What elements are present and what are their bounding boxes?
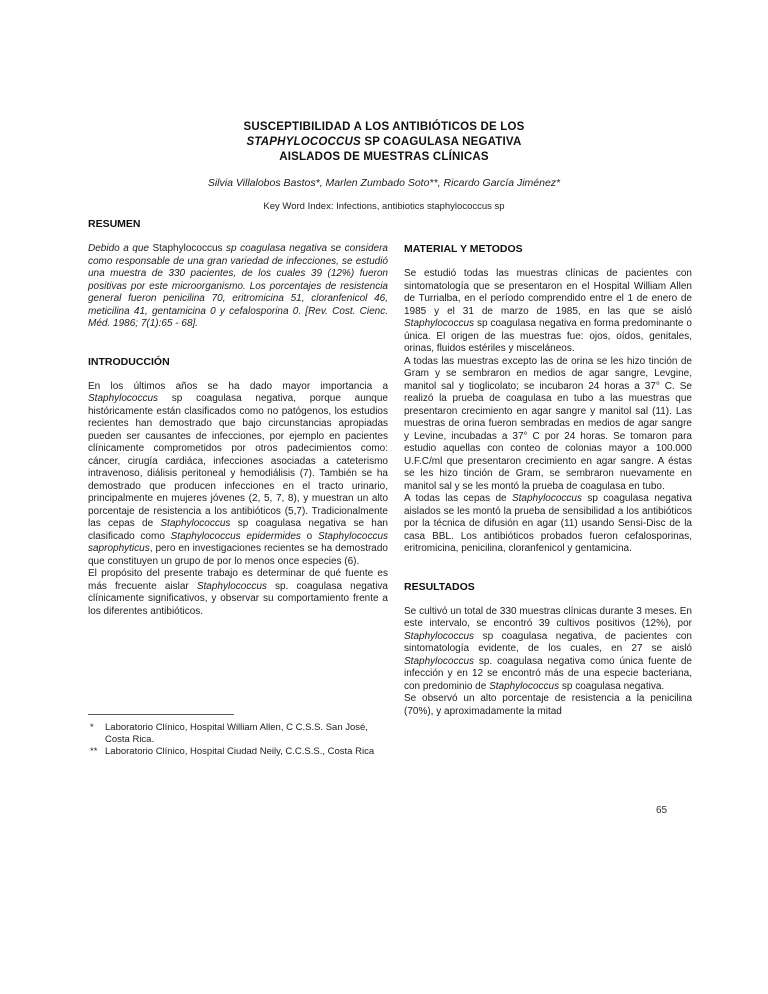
footnote-rule	[88, 714, 234, 715]
text-run: sp. coagulasa negativa clínicamente significativos, y observar su comportamiento frente a los diferentes antibióticos.	[88, 580, 388, 617]
text-run: En los últimos años se ha dado mayor importancia a	[88, 380, 388, 392]
text-run: Staphylococcus	[160, 518, 231, 529]
right-column	[404, 243, 692, 743]
section	[404, 581, 692, 719]
text-run: A todas las cepas de	[404, 493, 512, 504]
paragraph	[404, 606, 692, 694]
text-run: sp coagulasa negativa, porque aunque históricamente están clasificados como no patógenos, los estudios recientes han demostrado que bajo circunstancias apropiadas pueden ser causantes de infecciones, por ejemplo en pacientes clínicamente comprometidos por otros padecimientos como: cáncer, cirugía cardiáca, infecciones asociadas a cateterismo intravenoso, diálisis peritoneal y hemodiálisis (7). También se ha demostrado que producen infecciones en el tracto urinario, principalmente en mujeres jóvenes (2, 5, 7, 8), y muestran un alto porcentaje de resistencia a los antibióticos (5,7). Tradicionalmente las cepas de	[88, 393, 388, 529]
paragraph	[404, 493, 692, 556]
text-run: AISLADOS DE MUESTRAS CLÍNICAS	[279, 151, 489, 163]
title-line	[0, 120, 768, 135]
text-run: sp coagulasa negativa aislados se les montó la prueba de sensibilidad a los antibióticos por la técnica de difusión en agar (11) usando Sensi-Disc de la casa BBL. Los antibióticos probados fueron cefalosporinas, eritromicina, penicilina, cloranfenicol y gentamicina.	[404, 493, 692, 554]
text-run: Se observó un alto porcentaje de resistencia a la penicilina (70%), y aproximadamente la mitad	[404, 693, 692, 717]
text-run: Debido a que	[88, 243, 153, 254]
section	[404, 243, 692, 556]
text-run: El propósito del presente trabajo es determinar de qué fuente es más frecuente aislar	[88, 568, 388, 592]
text-run: Staphylococcus epidermides	[170, 530, 301, 542]
text-run: , pero en investigaciones recientes se ha demostrado que constituyen un grupo de por lo menos once especies (6).	[88, 543, 388, 567]
text-run: Staphylococcus saprophyticus	[88, 530, 389, 554]
text-run: Se cultivó un total de 330 muestras clínicas durante 3 meses. En este intervalo, se encontró 39 cultivos positivos (12%), por	[404, 605, 692, 629]
footnotes	[88, 714, 388, 758]
article-header	[0, 120, 768, 212]
text-run: Staphylococcus	[196, 580, 267, 592]
text-run: Staphylococcus	[404, 630, 475, 642]
article-authors: Silvia Villalobos Bastos*, Marlen Zumbado Soto**, Ricardo García Jiménez*	[207, 177, 561, 189]
section	[88, 356, 388, 619]
paragraph	[404, 268, 692, 356]
text-run: SUSCEPTIBILIDAD A LOS ANTIBIÓTICOS DE LOS	[243, 121, 525, 133]
keyword-index: Key Word Index: Infections, antibiotics staphylococcus sp	[263, 201, 505, 212]
text-run: Staphylococcus	[88, 393, 159, 404]
text-run: sp coagulasa negativa se han clasificado como	[88, 518, 388, 542]
paragraph	[88, 381, 388, 569]
text-run: sp coagulasa negativa en forma predominante o única. El origen de las muestras fue: ojos, oídos, genitales, orinas, fluidos estériles y misceláneos.	[404, 318, 692, 354]
article-title	[0, 120, 768, 165]
page-number: 65	[656, 805, 668, 816]
section-heading: INTRODUCCIÓN	[88, 355, 170, 368]
text-run: sp. coagulasa negativa como única fuente de infección y en 12 se encontró más de una especie bacteriana, con predominio de	[404, 655, 692, 692]
paragraph	[88, 568, 388, 618]
section-heading: RESUMEN	[88, 218, 141, 230]
text-run: o	[300, 530, 318, 542]
title-line	[0, 135, 768, 150]
text-run: SP COAGULASA NEGATIVA	[360, 136, 522, 148]
footnote-text: Laboratorio Clínico, Hospital William Allen, C C.S.S. San José, Costa Rica.	[105, 722, 368, 745]
text-run: sp coagulasa negativa.	[559, 680, 665, 692]
text-run: sp coagulasa negativa, de pacientes con sintomatología evidente, de los cuales, en 27 se aisló	[404, 630, 692, 654]
text-run: Staphylococcus	[404, 318, 475, 329]
text-run: Staphylococcus	[404, 655, 475, 667]
section-heading: MATERIAL Y METODOS	[404, 243, 523, 255]
text-run: STAPHYLOCOCCUS	[246, 136, 361, 148]
left-column	[88, 218, 388, 643]
footnote-text: Laboratorio Clínico, Hospital Ciudad Neily, C.C.S.S., Costa Rica	[105, 746, 375, 757]
text-run: A todas las muestras excepto las de orina se les hizo tinción de Gram y se sembraron en medios de agar sangre, Levgine, manitol sal y tioglicolato; se incubaron 24 horas a 37° C. Se realizó la prueba de coagulasa en tubo a las muestras que presentaron crecimiento en agar sangre y manitol sal (11). Las muestras de orina fueron sembradas en medios de agar sangre y Levine, incubadas a 37° C por 24 horas. Se tomaron para estudio aquellas con conteo de colonias mayor a 100.000 U.F.C/ml que presentaron crecimiento en agar sangre. A éstas se les hizo tinción de Gram, se sembraron nuevamente en manitol sal y se les montó la prueba de coagulasa en tubo.	[404, 355, 692, 492]
footnote-item	[88, 722, 388, 746]
title-line	[0, 150, 768, 165]
paragraph	[88, 243, 388, 331]
paragraph	[404, 356, 692, 494]
footnote-list	[88, 722, 388, 758]
text-run: Se estudió todas las muestras clínicas de pacientes con sintomatología que se presentaron en el Hospital William Allen de Turrialba, en el período comprendido entre el 1 de enero de 1985 y el 31 de marzo de 1985, en las que se aisló	[404, 268, 692, 317]
footnote-marker: *	[90, 722, 94, 733]
section	[88, 218, 388, 331]
footnote-item	[88, 746, 388, 758]
text-run: Staphylococcus	[511, 493, 582, 504]
text-run: sp coagulasa negativa se considera como responsable de una gran variedad de infecciones, se estudió una muestra de 330 pacientes, de los cuales 39 (12%) fueron positivas por este microorganismo. Los porcentajes de resistencia general fueron penicilina 70, eritromicina 51, cloranfenicol 46, meticilina 41, gentamicina 0 y cefalosporina 0. [Rev. Cost. Cienc. Méd. 1986; 7(1):65 - 68].	[88, 243, 388, 329]
footnote-marker: **	[90, 746, 98, 757]
section-heading: RESULTADOS	[404, 580, 475, 593]
text-run: Staphylococcus	[152, 243, 223, 254]
text-run: Staphylococcus	[489, 680, 560, 692]
paragraph	[404, 693, 692, 718]
